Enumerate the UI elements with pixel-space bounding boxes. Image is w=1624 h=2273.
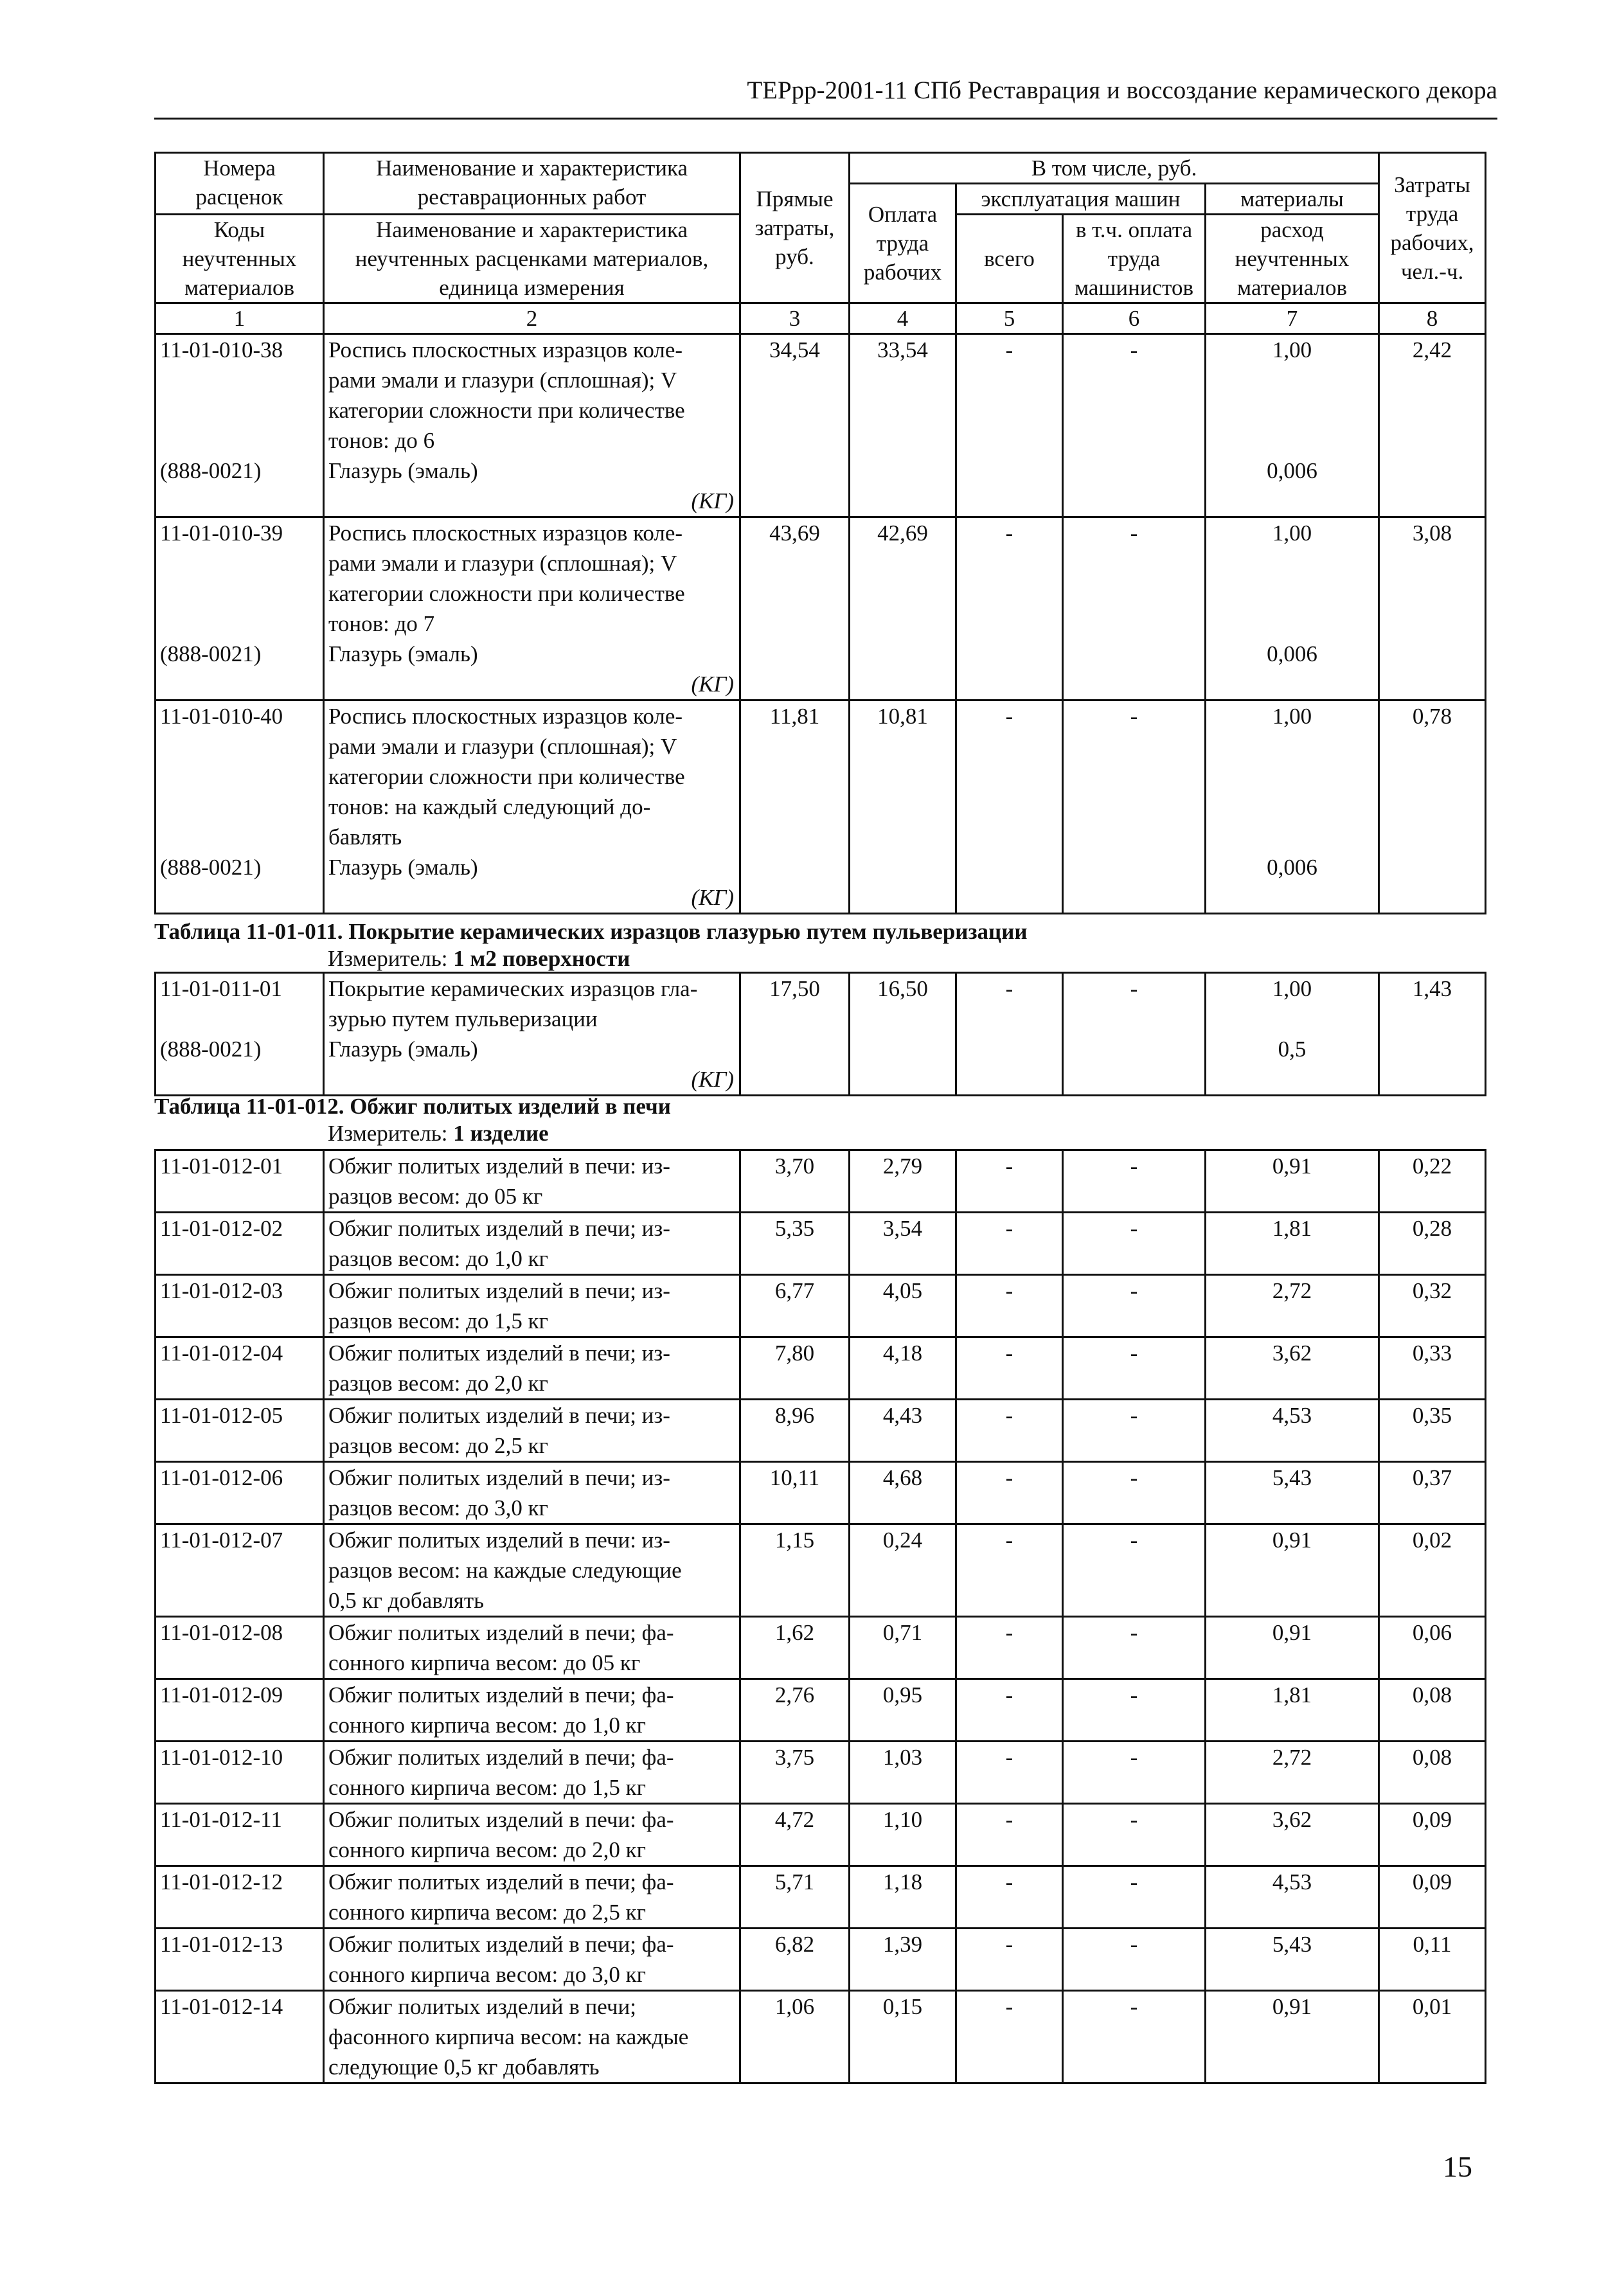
worker-wage: 10,81 <box>850 700 956 914</box>
labor-hours: 3,08 <box>1379 517 1486 700</box>
rates-table-011 <box>154 972 1486 1096</box>
labor-hours: 0,78 <box>1379 700 1486 914</box>
material-cell <box>324 852 740 914</box>
worker-wage: 16,50 <box>850 973 956 1096</box>
material-code: (888-0021) <box>156 456 324 517</box>
direct-costs: 5,71 <box>740 1866 850 1929</box>
col-rate-numbers-header: Номера расценок <box>156 153 324 215</box>
material-unit: (КГ) <box>691 1067 734 1092</box>
material-cell <box>324 639 740 700</box>
worker-wage: 4,05 <box>850 1275 956 1337</box>
machinist-wage: - <box>1063 1213 1206 1275</box>
machinist-wage: - <box>1063 1462 1206 1524</box>
labor-hours: 0,06 <box>1379 1617 1486 1679</box>
machinist-wage: - <box>1063 700 1206 914</box>
material-name: Глазурь (эмаль) <box>328 1037 478 1062</box>
machines-total: - <box>956 517 1063 700</box>
materials-cost: 4,53 <box>1206 1866 1379 1929</box>
table-row <box>156 1617 1486 1679</box>
material-quantity: 0,006 <box>1206 852 1379 914</box>
rate-code: 11-01-010-38 <box>156 334 324 456</box>
work-name: Обжиг политых изделий в печи; из- разцов весом: до 1,5 кг <box>324 1275 740 1337</box>
materials-cost: 2,72 <box>1206 1742 1379 1804</box>
rate-code: 11-01-012-06 <box>156 1462 324 1524</box>
machinist-wage: - <box>1063 1742 1206 1804</box>
direct-costs: 6,77 <box>740 1275 850 1337</box>
machines-total: - <box>956 1804 1063 1866</box>
col-number: 4 <box>850 303 956 334</box>
table-row <box>156 1866 1486 1929</box>
worker-wage: 33,54 <box>850 334 956 517</box>
table-row <box>156 1462 1486 1524</box>
machines-total: - <box>956 1462 1063 1524</box>
material-code: (888-0021) <box>156 639 324 700</box>
labor-hours: 0,09 <box>1379 1804 1486 1866</box>
labor-hours: 0,37 <box>1379 1462 1486 1524</box>
materials-cost: 0,91 <box>1206 1617 1379 1679</box>
table-row <box>156 1150 1486 1213</box>
worker-wage: 1,18 <box>850 1866 956 1929</box>
table-row <box>156 1275 1486 1337</box>
materials-cost: 5,43 <box>1206 1929 1379 1991</box>
machinist-wage: - <box>1063 1679 1206 1742</box>
col-number: 1 <box>156 303 324 334</box>
material-cell <box>324 456 740 517</box>
table-row <box>156 1804 1486 1866</box>
rates-table-010 <box>154 152 1486 914</box>
machines-total: - <box>956 1866 1063 1929</box>
table-row <box>156 1929 1486 1991</box>
work-name: Обжиг политых изделий в печи; фа- сонного кирпича весом: до 1,5 кг <box>324 1742 740 1804</box>
labor-hours: 0,32 <box>1379 1275 1486 1337</box>
rates-table-012 <box>154 1149 1486 2084</box>
labor-hours: 0,02 <box>1379 1524 1486 1617</box>
work-name: Обжиг политых изделий в печи; из- разцов весом: до 1,0 кг <box>324 1213 740 1275</box>
materials-cost: 5,43 <box>1206 1462 1379 1524</box>
machines-total: - <box>956 1617 1063 1679</box>
work-name: Обжиг политых изделий в печи; фа- сонного кирпича весом: до 1,0 кг <box>324 1679 740 1742</box>
col-direct-costs-header: Прямые затраты, руб. <box>740 153 850 303</box>
materials-cost: 4,53 <box>1206 1400 1379 1462</box>
col-material-names-header: Наименование и характеристика неучтенных расценками материалов, единица измерения <box>324 215 740 303</box>
table-row <box>156 973 1486 1035</box>
direct-costs: 2,76 <box>740 1679 850 1742</box>
material-code: (888-0021) <box>156 1034 324 1096</box>
work-name: Роспись плоскостных изразцов коле- рами эмали и глазури (сплошная); V категории сложности при количестве тонов: до 6 <box>324 334 740 456</box>
table-row <box>156 700 1486 853</box>
machinist-wage: - <box>1063 1337 1206 1400</box>
materials-cost: 0,91 <box>1206 1150 1379 1213</box>
rate-code: 11-01-012-03 <box>156 1275 324 1337</box>
table-row <box>156 1991 1486 2083</box>
col-number: 2 <box>324 303 740 334</box>
machinist-wage: - <box>1063 334 1206 517</box>
table-012-title: Таблица 11-01-012. Обжиг политых изделий в печи <box>154 1094 671 1119</box>
rate-code: 11-01-012-11 <box>156 1804 324 1866</box>
table-row <box>156 1742 1486 1804</box>
col-group-header: В том числе, руб. <box>850 153 1379 184</box>
material-quantity: 0,5 <box>1206 1034 1379 1096</box>
table-011-title: Таблица 11-01-011. Покрытие керамических изразцов глазурью путем пульверизации <box>154 919 1028 944</box>
machinist-wage: - <box>1063 1929 1206 1991</box>
table-011-meter <box>328 945 630 973</box>
machinist-wage: - <box>1063 1991 1206 2083</box>
labor-hours: 0,08 <box>1379 1679 1486 1742</box>
direct-costs: 4,72 <box>740 1804 850 1866</box>
machines-total: - <box>956 1991 1063 2083</box>
rate-code: 11-01-012-13 <box>156 1929 324 1991</box>
materials-cost: 1,81 <box>1206 1679 1379 1742</box>
machines-total: - <box>956 1275 1063 1337</box>
machinist-wage: - <box>1063 1400 1206 1462</box>
rate-code: 11-01-012-10 <box>156 1742 324 1804</box>
machines-total: - <box>956 973 1063 1096</box>
material-quantity: 0,006 <box>1206 639 1379 700</box>
col-number: 6 <box>1063 303 1206 334</box>
meter-value: 1 м2 поверхности <box>453 946 630 971</box>
worker-wage: 4,43 <box>850 1400 956 1462</box>
material-name: Глазурь (эмаль) <box>328 641 478 666</box>
labor-hours: 2,42 <box>1379 334 1486 517</box>
direct-costs: 43,69 <box>740 517 850 700</box>
materials-cost: 1,81 <box>1206 1213 1379 1275</box>
material-unit: (КГ) <box>691 488 734 513</box>
work-name: Обжиг политых изделий в печи; из- разцов весом: до 2,5 кг <box>324 1400 740 1462</box>
rate-code: 11-01-010-39 <box>156 517 324 639</box>
labor-hours: 0,35 <box>1379 1400 1486 1462</box>
direct-costs: 1,62 <box>740 1617 850 1679</box>
labor-hours: 0,01 <box>1379 1991 1486 2083</box>
machines-total: - <box>956 1400 1063 1462</box>
materials-cost: 3,62 <box>1206 1804 1379 1866</box>
table-row <box>156 1400 1486 1462</box>
col-materials-header: материалы <box>1206 184 1379 215</box>
machines-total: - <box>956 1337 1063 1400</box>
material-unit: (КГ) <box>691 885 734 910</box>
labor-hours: 0,33 <box>1379 1337 1486 1400</box>
materials-cost: 1,00 <box>1206 700 1379 853</box>
direct-costs: 5,35 <box>740 1213 850 1275</box>
materials-cost: 1,00 <box>1206 517 1379 639</box>
worker-wage: 0,71 <box>850 1617 956 1679</box>
table-row <box>156 334 1486 456</box>
table-row <box>156 1337 1486 1400</box>
rate-code: 11-01-012-05 <box>156 1400 324 1462</box>
labor-hours: 0,09 <box>1379 1866 1486 1929</box>
direct-costs: 3,75 <box>740 1742 850 1804</box>
col-material-codes-header: Коды неучтенных материалов <box>156 215 324 303</box>
worker-wage: 42,69 <box>850 517 956 700</box>
col-machinist-wage-header: в т.ч. оплата труда машинистов <box>1063 215 1206 303</box>
material-name: Глазурь (эмаль) <box>328 458 478 483</box>
machinist-wage: - <box>1063 1524 1206 1617</box>
rate-code: 11-01-012-12 <box>156 1866 324 1929</box>
work-name: Обжиг политых изделий в печи; фа- сонного кирпича весом: до 3,0 кг <box>324 1929 740 1991</box>
material-code: (888-0021) <box>156 852 324 914</box>
worker-wage: 1,10 <box>850 1804 956 1866</box>
direct-costs: 17,50 <box>740 973 850 1096</box>
worker-wage: 2,79 <box>850 1150 956 1213</box>
col-number: 8 <box>1379 303 1486 334</box>
rate-code: 11-01-012-08 <box>156 1617 324 1679</box>
direct-costs: 11,81 <box>740 700 850 914</box>
meter-label: Измеритель: <box>328 1121 454 1146</box>
work-name: Роспись плоскостных изразцов коле- рами эмали и глазури (сплошная); V категории сложности при количестве тонов: на каждый следующий до- бавлять <box>324 700 740 853</box>
work-name: Обжиг политых изделий в печи; из- разцов весом: до 2,0 кг <box>324 1337 740 1400</box>
header-rule <box>154 118 1497 120</box>
work-name: Обжиг политых изделий в печи: из- разцов весом: до 05 кг <box>324 1150 740 1213</box>
worker-wage: 0,24 <box>850 1524 956 1617</box>
work-name: Обжиг политых изделий в печи: фа- сонного кирпича весом: до 2,0 кг <box>324 1804 740 1866</box>
work-name: Обжиг политых изделий в печи; фа- сонного кирпича весом: до 2,5 кг <box>324 1866 740 1929</box>
table-row <box>156 1213 1486 1275</box>
worker-wage: 0,95 <box>850 1679 956 1742</box>
direct-costs: 1,06 <box>740 1991 850 2083</box>
labor-hours: 0,28 <box>1379 1213 1486 1275</box>
machinist-wage: - <box>1063 1804 1206 1866</box>
col-machines-header: эксплуатация машин <box>956 184 1206 215</box>
col-number: 3 <box>740 303 850 334</box>
meter-value: 1 изделие <box>453 1121 549 1146</box>
machinist-wage: - <box>1063 1617 1206 1679</box>
material-name: Глазурь (эмаль) <box>328 855 478 880</box>
work-name: Обжиг политых изделий в печи; фа- сонного кирпича весом: до 05 кг <box>324 1617 740 1679</box>
col-work-name-header: Наименование и характеристика реставрационных работ <box>324 153 740 215</box>
worker-wage: 1,03 <box>850 1742 956 1804</box>
rate-code: 11-01-010-40 <box>156 700 324 853</box>
machines-total: - <box>956 700 1063 914</box>
machinist-wage: - <box>1063 517 1206 700</box>
machines-total: - <box>956 1213 1063 1275</box>
machines-total: - <box>956 1742 1063 1804</box>
col-number: 5 <box>956 303 1063 334</box>
material-cell <box>324 1034 740 1096</box>
col-wage-header: Оплата труда рабочих <box>850 184 956 303</box>
table-012-meter <box>328 1119 549 1148</box>
machines-total: - <box>956 334 1063 517</box>
work-name: Обжиг политых изделий в печи; фасонного кирпича весом: на каждые следующие 0,5 кг добавлять <box>324 1991 740 2083</box>
direct-costs: 1,15 <box>740 1524 850 1617</box>
worker-wage: 4,18 <box>850 1337 956 1400</box>
rate-code: 11-01-012-14 <box>156 1991 324 2083</box>
materials-cost: 3,62 <box>1206 1337 1379 1400</box>
table-row <box>156 1679 1486 1742</box>
col-material-consumption-header: расход неучтенных материалов <box>1206 215 1379 303</box>
worker-wage: 1,39 <box>850 1929 956 1991</box>
col-labor-header: Затраты труда рабочих, чел.-ч. <box>1379 153 1486 303</box>
table-010-body <box>156 334 1486 914</box>
worker-wage: 3,54 <box>850 1213 956 1275</box>
worker-wage: 0,15 <box>850 1991 956 2083</box>
work-name: Покрытие керамических изразцов гла- зурью путем пульверизации <box>324 973 740 1035</box>
machines-total: - <box>956 1150 1063 1213</box>
direct-costs: 34,54 <box>740 334 850 517</box>
worker-wage: 4,68 <box>850 1462 956 1524</box>
work-name: Роспись плоскостных изразцов коле- рами эмали и глазури (сплошная); V категории сложности при количестве тонов: до 7 <box>324 517 740 639</box>
machines-total: - <box>956 1929 1063 1991</box>
machinist-wage: - <box>1063 1150 1206 1213</box>
work-name: Обжиг политых изделий в печи; из- разцов весом: до 3,0 кг <box>324 1462 740 1524</box>
col-machines-total-header: всего <box>956 215 1063 303</box>
running-header: ТЕРрр-2001-11 СПб Реставрация и воссоздание керамического декора <box>747 76 1497 104</box>
materials-cost: 1,00 <box>1206 973 1379 1035</box>
direct-costs: 3,70 <box>740 1150 850 1213</box>
labor-hours: 0,11 <box>1379 1929 1486 1991</box>
meter-label: Измеритель: <box>328 946 454 971</box>
page-number: 15 <box>1443 2150 1472 2183</box>
machines-total: - <box>956 1679 1063 1742</box>
direct-costs: 10,11 <box>740 1462 850 1524</box>
machines-total: - <box>956 1524 1063 1617</box>
materials-cost: 2,72 <box>1206 1275 1379 1337</box>
work-name: Обжиг политых изделий в печи: из- разцов весом: на каждые следующие 0,5 кг добавлять <box>324 1524 740 1617</box>
materials-cost: 1,00 <box>1206 334 1379 456</box>
rate-code: 11-01-012-01 <box>156 1150 324 1213</box>
rate-code: 11-01-012-09 <box>156 1679 324 1742</box>
rate-code: 11-01-012-07 <box>156 1524 324 1617</box>
col-number: 7 <box>1206 303 1379 334</box>
rate-code: 11-01-012-02 <box>156 1213 324 1275</box>
labor-hours: 0,08 <box>1379 1742 1486 1804</box>
materials-cost: 0,91 <box>1206 1991 1379 2083</box>
labor-hours: 0,22 <box>1379 1150 1486 1213</box>
table-row <box>156 517 1486 639</box>
material-unit: (КГ) <box>691 672 734 697</box>
direct-costs: 7,80 <box>740 1337 850 1400</box>
table-row <box>156 1524 1486 1617</box>
machinist-wage: - <box>1063 1275 1206 1337</box>
machinist-wage: - <box>1063 1866 1206 1929</box>
rate-code: 11-01-012-04 <box>156 1337 324 1400</box>
rate-code: 11-01-011-01 <box>156 973 324 1035</box>
machinist-wage: - <box>1063 973 1206 1096</box>
labor-hours: 1,43 <box>1379 973 1486 1096</box>
material-quantity: 0,006 <box>1206 456 1379 517</box>
direct-costs: 8,96 <box>740 1400 850 1462</box>
materials-cost: 0,91 <box>1206 1524 1379 1617</box>
direct-costs: 6,82 <box>740 1929 850 1991</box>
